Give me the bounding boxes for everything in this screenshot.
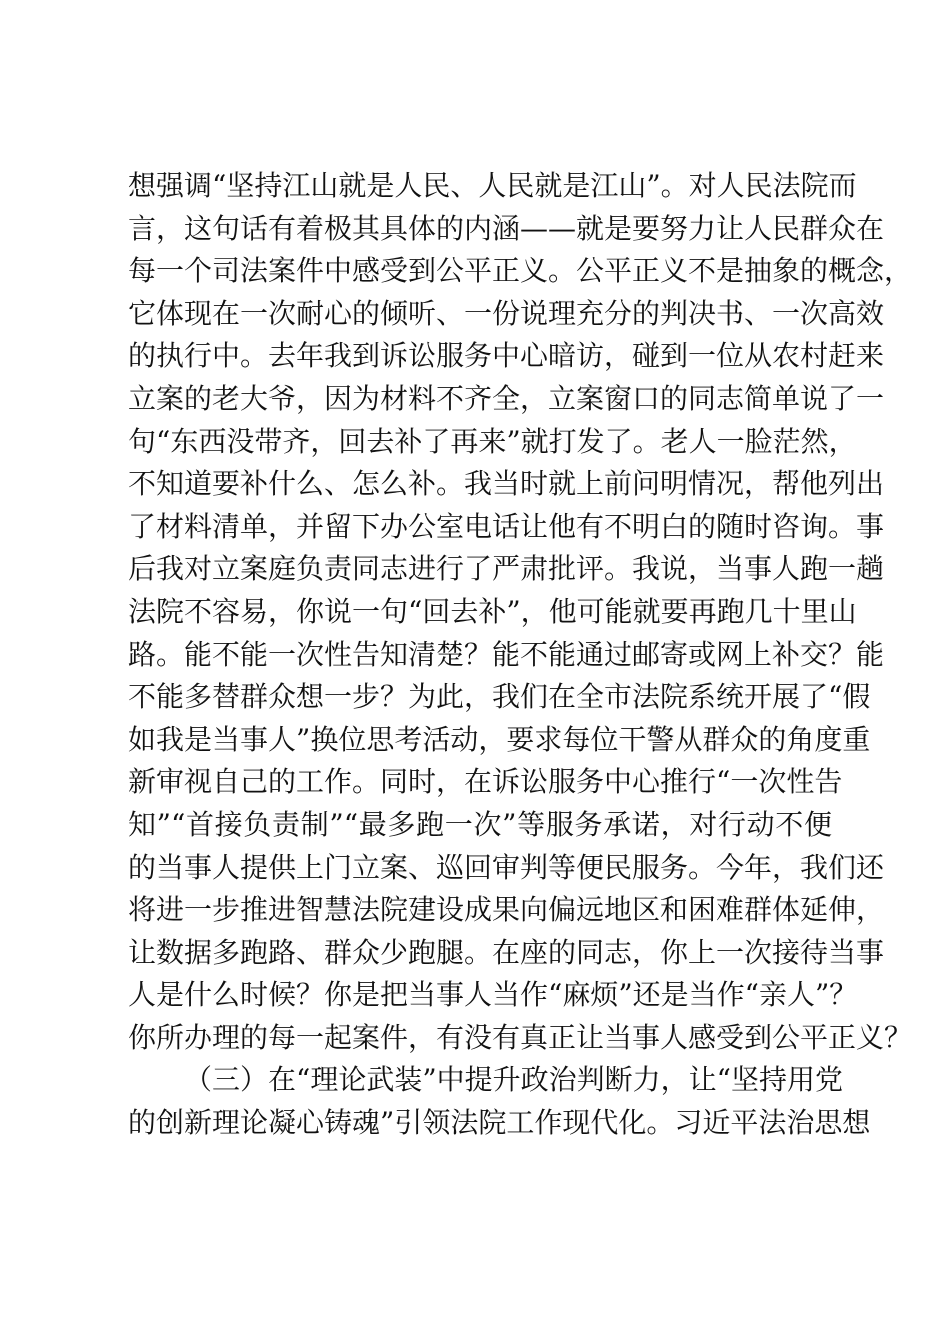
text-line: 让数据多跑路、群众少跑腿。在座的同志，你上一次接待当事 — [128, 935, 885, 969]
text-line: 言，这句话有着极其具体的内涵——就是要努力让人民群众在 — [128, 211, 885, 245]
text-line: 法院不容易，你说一句“回去补”，他可能就要再跑几十里山 — [128, 594, 857, 628]
text-line: 句“东西没带齐，回去补了再来”就打发了。老人一脸茫然， — [128, 424, 857, 458]
text-line: 路。能不能一次性告知清楚？能不能通过邮寄或网上补交？能 — [128, 637, 885, 671]
text-line: 的创新理论凝心铸魂”引领法院工作现代化。习近平法治思想 — [128, 1106, 871, 1140]
text-line: 的执行中。去年我到诉讼服务中心暗访，碰到一位从农村赶来 — [128, 339, 885, 373]
text-line: 你所办理的每一起案件，有没有真正让当事人感受到公平正义？ — [128, 1020, 913, 1054]
text-line: 不知道要补什么、怎么补。我当时就上前问明情况，帮他列出 — [128, 467, 885, 501]
text-line: 如我是当事人”换位思考活动，要求每位干警从群众的角度重 — [128, 722, 871, 756]
section-heading-line: （三）在“理论武装”中提升政治判断力，让“坚持用党 — [184, 1063, 843, 1097]
text-line: 知”“首接负责制”“最多跑一次”等服务承诺，对行动不便 — [128, 807, 832, 841]
text-line: 人是什么时候？你是把当事人当作“麻烦”还是当作“亲人”？ — [128, 978, 858, 1012]
text-line: 想强调“坚持江山就是人民、人民就是江山”。对人民法院而 — [128, 169, 857, 202]
text-line: 新审视自己的工作。同时，在诉讼服务中心推行“一次性告 — [128, 765, 843, 799]
text-line: 它体现在一次耐心的倾听、一份说理充分的判决书、一次高效 — [128, 296, 885, 330]
text-line: 了材料清单，并留下办公室电话让他有不明白的随时咨询。事 — [128, 509, 885, 543]
text-line: 不能多替群众想一步？为此，我们在全市法院系统开展了“假 — [128, 680, 871, 714]
text-line: 每一个司法案件中感受到公平正义。公平正义不是抽象的概念， — [128, 254, 913, 288]
text-line: 将进一步推进智慧法院建设成果向偏远地区和困难群体延伸， — [128, 893, 885, 927]
text-line: 的当事人提供上门立案、巡回审判等便民服务。今年，我们还 — [128, 850, 885, 884]
text-line: 后我对立案庭负责同志进行了严肃批评。我说，当事人跑一趟 — [128, 552, 885, 586]
body-text — [128, 165, 913, 1145]
text-line: 立案的老大爷，因为材料不齐全，立案窗口的同志简单说了一 — [128, 381, 885, 415]
